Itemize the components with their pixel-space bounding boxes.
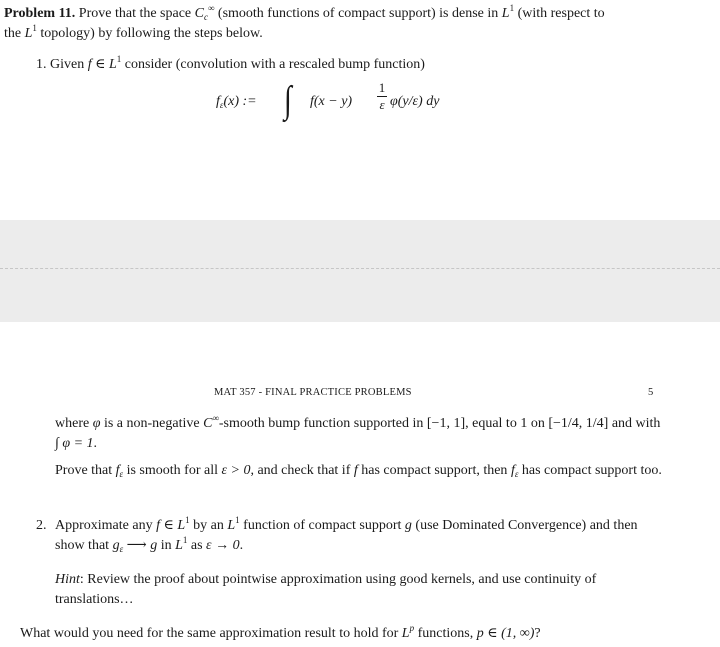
prove-smooth-paragraph: Prove that $f_\varepsilon$ is smooth for all ε > 0, and check that if f has compact support, then $f_\varepsilon$ has compact support too. [55,463,662,479]
follow-up-question: What would you need for the same approximation result to hold for $L^p$ functions, p ∈ (1, ∞)? [20,623,541,641]
step-2-paragraph: Approximate any f ∈ $L^1$ by an $L^1$ function of compact support g (use Dominated Convergence) and then show that $g_\varepsilon$ ⟶ g in $L^1$ as ε → 0. [55,515,638,554]
top-page-fragment [0,0,720,212]
formula-fraction: 1 ε [378,80,386,112]
page-number: 5 [648,387,654,398]
convolution-formula [216,77,546,127]
page-divider [0,268,720,269]
formula-integrand: f(x − y) [310,94,353,109]
page-break-band [0,212,720,330]
problem-statement: Problem 11. Prove that the space $C_c^\infty$ (smooth functions of compact support) is dense in $L^1$ (with respect to the $L^1$ topology) by following the steps below. [4,3,605,41]
step-2-number: 2. [36,518,47,533]
hint-label: Hint [55,572,80,587]
step-1-intro: 1. Given f ∈ $L^1$ consider (convolution with a rescaled bump function) [36,54,425,72]
problem-label: Problem 11. [4,6,76,21]
page-gap [0,220,720,322]
hint-paragraph: Hint: Review the proof about pointwise approximation using good kernels, and use continuity of translations… [55,572,597,607]
integral-sign: ∫ [284,79,292,121]
step-1-number: 1. [36,57,47,72]
running-header: MAT 357 - FINAL PRACTICE PROBLEMS [214,387,412,398]
formula-lhs: $f_\varepsilon(x)$ := [216,94,257,110]
formula-kernel: φ(y/ε) dy [390,94,440,109]
bump-function-paragraph: where φ is a non-negative C∞-smooth bump function supported in [−1, 1], equal to 1 on [−1/4, 1/4] and with ∫ φ = 1. [55,413,661,451]
